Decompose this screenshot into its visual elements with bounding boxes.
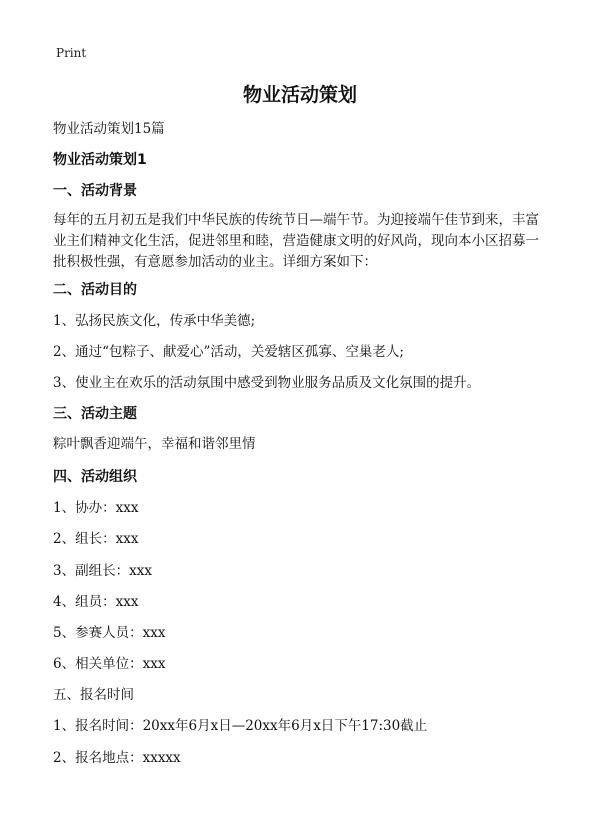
registration-item: 2、报名地点：xxxxx <box>53 750 181 766</box>
document-subtitle: 物业活动策划15篇 <box>53 121 165 137</box>
purpose-item: 2、通过“包粽子、献爱心”活动，关爱辖区孤寡、空巢老人; <box>53 344 404 360</box>
purpose-item: 1、弘扬民族文化，传承中华美德; <box>53 313 256 329</box>
heading-organization: 四、活动组织 <box>53 469 137 485</box>
heading-registration: 五、报名时间 <box>53 687 134 703</box>
organization-item: 1、协办：xxx <box>53 500 139 516</box>
heading-background: 一、活动背景 <box>53 183 137 199</box>
heading-purpose: 二、活动目的 <box>53 282 137 298</box>
organization-item: 4、组员：xxx <box>53 594 139 610</box>
section-title: 物业活动策划1 <box>53 152 147 168</box>
registration-item: 1、报名时间：20xx年6月x日—20xx年6月x日下午17:30截止 <box>53 718 428 734</box>
organization-item: 6、相关单位：xxx <box>53 656 166 672</box>
background-paragraph: 每年的五月初五是我们中华民族的传统节日—端午节。为迎接端午佳节到来，丰富业主们精神文化生活，促进邻里和睦，营造健康文明的好风尚，现向本小区招募一批积极性强，有意愿参加活动的业主。详细方案如下： <box>53 212 539 270</box>
print-link[interactable]: Print <box>56 46 87 60</box>
organization-item: 2、组长：xxx <box>53 531 139 547</box>
heading-theme: 三、活动主题 <box>53 406 137 422</box>
organization-item: 3、副组长：xxx <box>53 563 152 579</box>
organization-item: 5、参赛人员：xxx <box>53 625 166 641</box>
theme-text: 粽叶飘香迎端午，幸福和谐邻里情 <box>53 436 256 452</box>
page-title: 物业活动策划 <box>242 84 357 106</box>
purpose-item: 3、使业主在欢乐的活动氛围中感受到物业服务品质及文化氛围的提升。 <box>53 375 481 391</box>
